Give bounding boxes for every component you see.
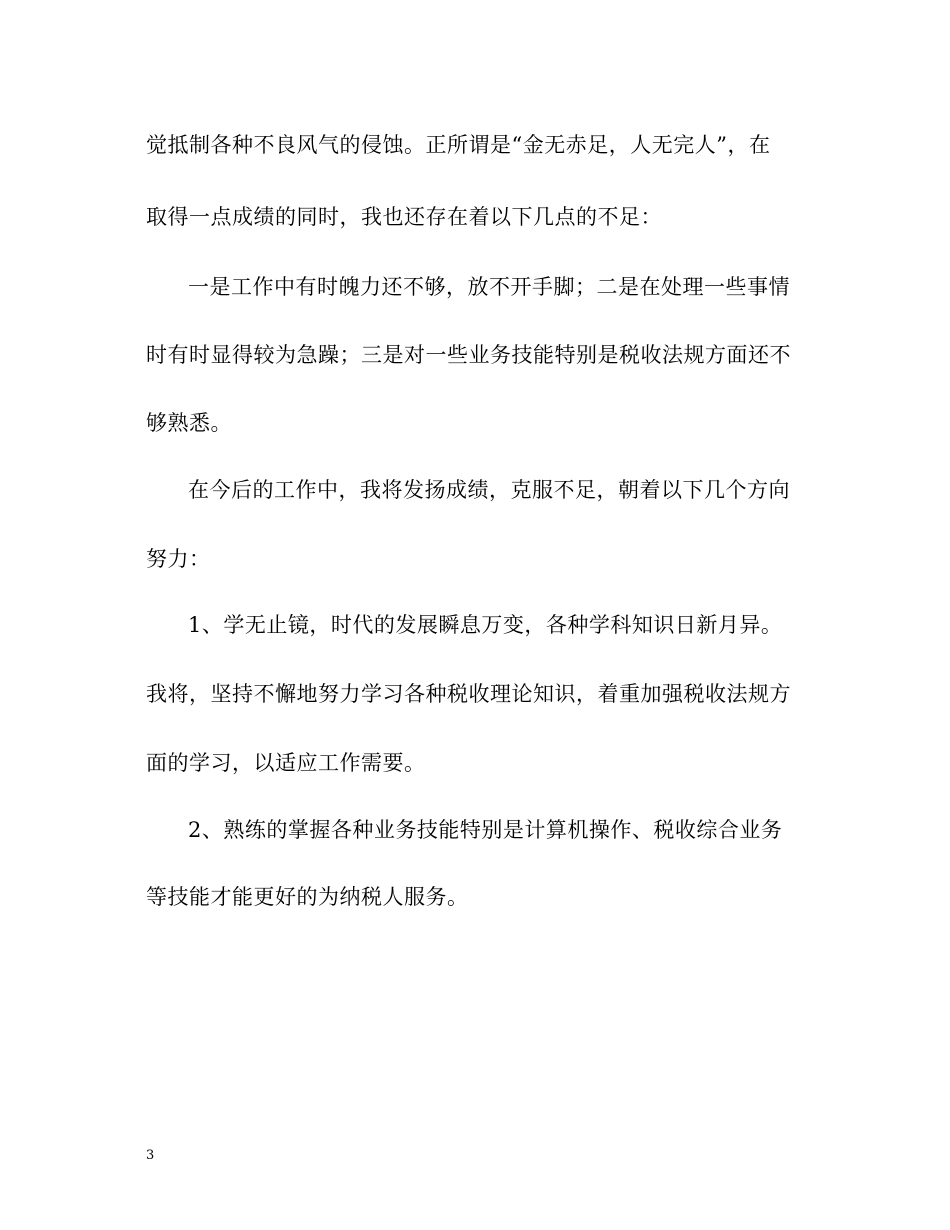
text-line: 我将，坚持不懈地努力学习各种税收理论知识，着重加强税收法规方 <box>146 682 791 706</box>
text-line: 面的学习，以适应工作需要。 <box>146 751 426 775</box>
text-line: 觉抵制各种不良风气的侵蚀。正所谓是“金无赤足，人无完人”，在 <box>146 133 771 157</box>
page-number: 3 <box>146 1148 155 1163</box>
text-line: 等技能才能更好的为纳税人服务。 <box>146 885 469 909</box>
list-item-line: 1、学无止镜，时代的发展瞬息万变，各种学科知识日新月异。 <box>188 613 783 637</box>
text-line: 努力： <box>146 547 211 571</box>
text-line: 够熟悉。 <box>146 411 232 435</box>
text-line: 时有时显得较为急躁；三是对一些业务技能特别是税收法规方面还不 <box>146 343 791 367</box>
list-item-line: 2、熟练的掌握各种业务技能特别是计算机操作、税收综合业务 <box>188 818 783 842</box>
text-line: 取得一点成绩的同时，我也还存在着以下几点的不足： <box>146 205 662 229</box>
paragraph-start-line: 在今后的工作中，我将发扬成绩，克服不足，朝着以下几个方向 <box>188 478 790 502</box>
paragraph-start-line: 一是工作中有时魄力还不够，放不开手脚；二是在处理一些事情 <box>188 275 790 299</box>
